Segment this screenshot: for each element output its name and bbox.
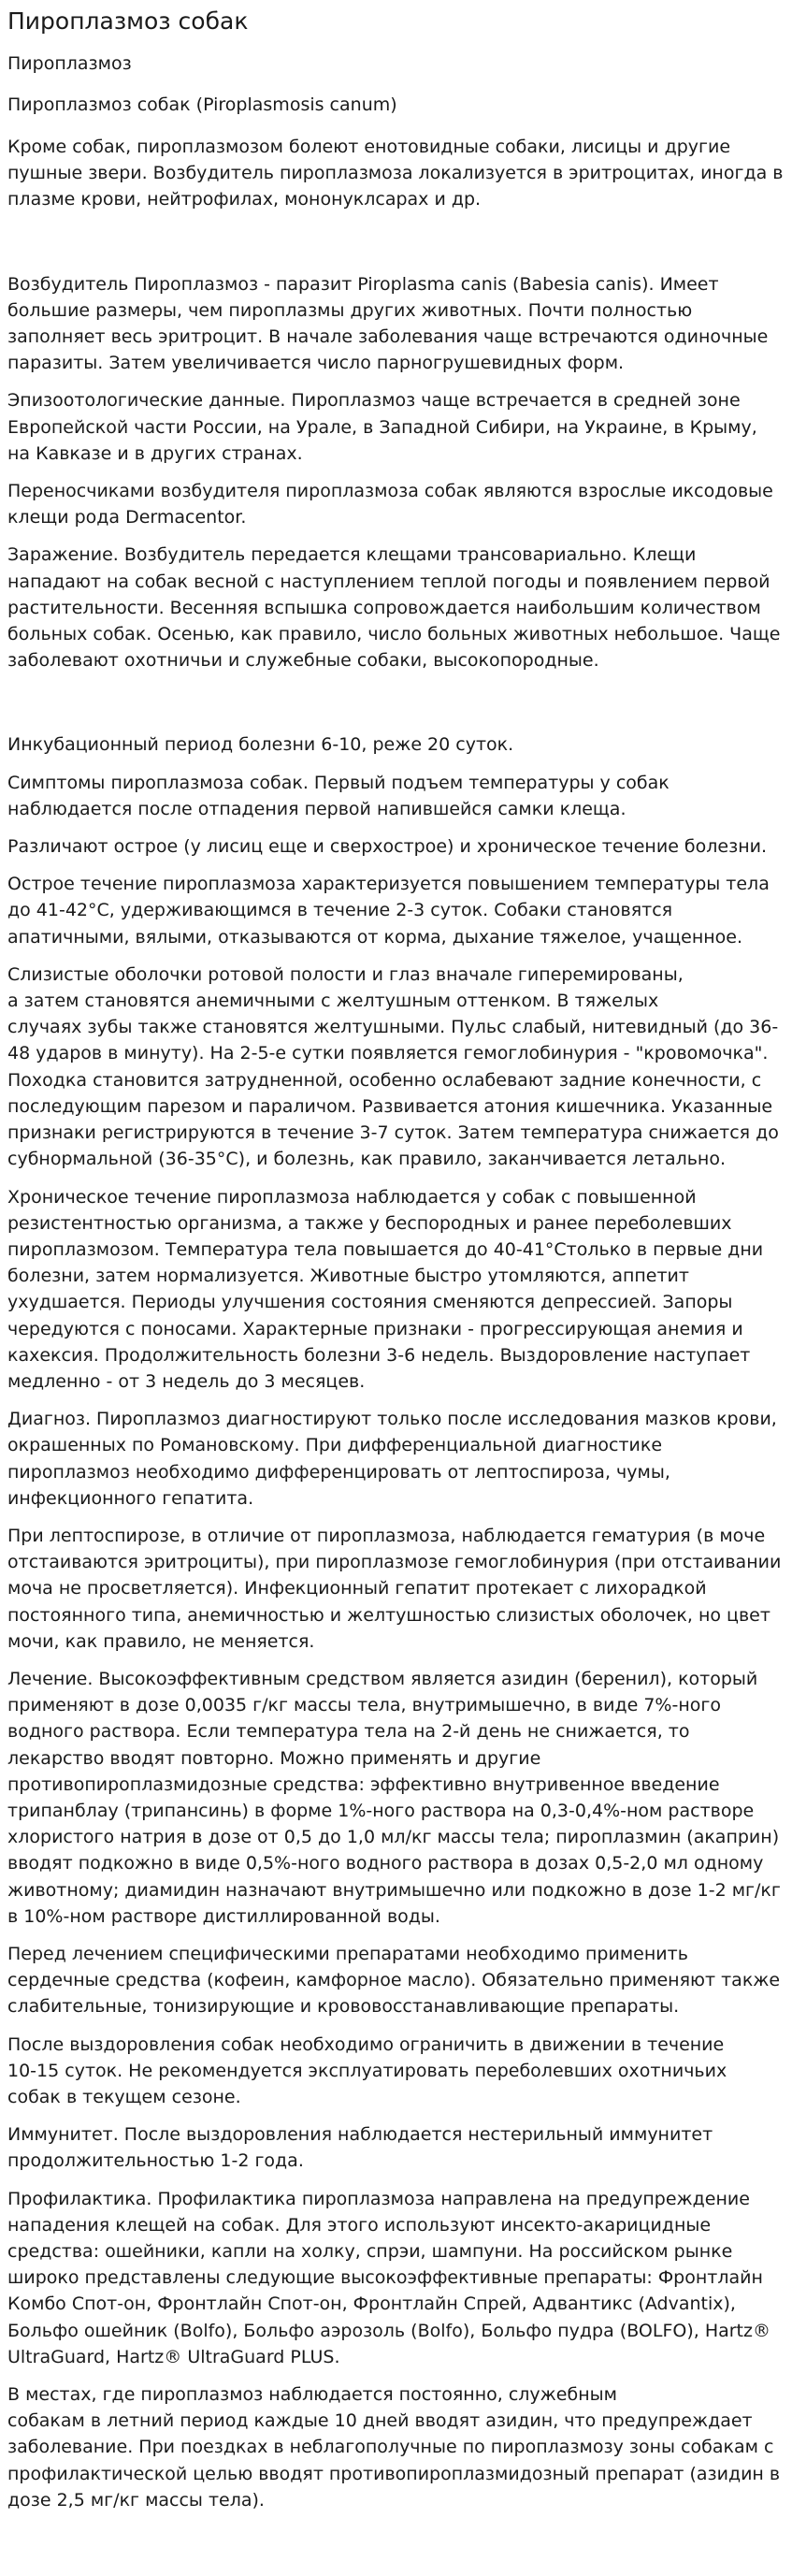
paragraph-recovery: После выздоровления собак необходимо ограничить в движении в течение 10-15 суток. Не рекомендуется эксплуатировать переболевших охотничьих собак в текущем сезоне. [7,2033,727,2107]
paragraph-treatment: Лечение. Высокоэффективным средством является азидин (беренил), который применяют в дозе 0,0035 г/кг массы тела, внутримышечно, в виде 7%-ного водного раствора. Если температура тела на 2-й день не снижается, то лекарство вводят повторно. Можно применять и другие противопироплазмидозные средства: эффективно внутривенное введение трипанблау (трипансинь) в форме 1%-ного раствора на 0,3-0,4%-ном растворе хлористого натрия в дозе от 0,5 до 1,0 мл/кг массы тела; пироплазмин (акаприн) вводят подкожно в виде 0,5%-ного водного раствора в дозах 0,5-2,0 мл одному животному; диамидин назначают внутримышечно или подкожно в дозе 1-2 мг/кг в 10%-ном растворе дистиллированной воды. [7,1668,781,1927]
paragraph-immunity: Иммунитет. После выздоровления наблюдается нестерильный иммунитет продолжительностью 1-2 года. [7,2124,713,2172]
paragraph-pathogen: Возбудитель Пироплазмоз - паразит Piroplasma canis (Babesia canis). Имеет большие размеры, чем пироплазмы других животных. Почти полностью заполняет весь эритроцит. В начале заболевания чаще встречаются одиночные паразиты. Затем увеличивается число парногрушевидных форм. [7,273,769,374]
paragraph-incubation: Инкубационный период болезни 6-10, реже 20 суток. [7,734,514,756]
paragraph-intro: Кроме собак, пироплазмозом болеют енотовидные собаки, лисицы и другие пушные звери. Возбудитель пироплазмоза локализуется в эритроцитах, иногда в плазме крови, нейтрофилах, мононуклсарах и др. [7,137,784,210]
paragraph-acute-signs: Слизистые оболочки ротовой полости и глаз вначале гиперемированы, а затем становятся анемичными с желтушным оттенком. В тяжелых случаях зубы также становятся желтушными. Пульс слабый, нитевидный (до 36-48 ударов в минуту). На 2-5-е сутки появляется гемоглобинурия - "кровомочка". Походка становится затрудненной, особенно ослабевают задние конечности, с последующим парезом и параличом. Развивается атония кишечника. Указанные признаки регистрируются в течение 3-7 суток. Затем температура снижается до субнормальной (36-35°С), и болезнь, как правило, заканчивается летально. [7,963,779,1170]
paragraph-prophylaxis: В местах, где пироплазмоз наблюдается постоянно, служебным собакам в летний период каждые 10 дней вводят азидин, что предупреждает заболевание. При поездках в неблагополучные по пироплазмозу зоны собакам с профилактической целью вводят противопироплазмидозный препарат (азидин в дозе 2,5 мг/кг массы тела). [7,2384,781,2511]
paragraph-symptoms: Симптомы пироплазмоза собак. Первый подъем температуры у собак наблюдается после отпадения первой напившейся самки клеща. [7,772,670,819]
paragraph-infection: Заражение. Возбудитель передается клещами трансовариально. Клещи нападают на собак весной с наступлением теплой погоды и появлением первой растительности. Весенняя вспышка сопровождается наибольшим количеством больных собак. Осенью, как правило, число больных животных небольшое. Чаще заболевают охотничьи и служебные собаки, высокопородные. [7,544,781,672]
article [0,7,792,2513]
paragraph-epizootology: Эпизоотологические данные. Пироплазмоз чаще встречается в средней зоне Европейской части России, на Урале, в Западной Сибири, на Украине, в Крыму, на Кавказе и в других странах. [7,390,757,464]
paragraph-acute-course: Острое течение пироплазмоза характеризуется повышением температуры тела до 41-42°С, удерживающимся в течение 2-3 суток. Собаки становятся апатичными, вялыми, отказываются от корма, дыхание тяжелое, учащенное. [7,874,770,948]
paragraph-diagnosis: Диагноз. Пироплазмоз диагностируют только после исследования мазков крови, окрашенных по Романовскому. При дифференциальной диагностике пироплазмоз необходимо дифференцировать от лептоспироза, чумы, инфекционного гепатита. [7,1409,777,1509]
paragraph-chronic-course: Хроническое течение пироплазмоза наблюдается у собак с повышенной резистентностью организма, а также у беспородных и ранее переболевших пироплазмозом. Температура тела повышается до 40-41°Столько в первые дни болезни, затем нормализуется. Животные быстро утомляются, аппетит ухудшается. Периоды улучшения состояния сменяются депрессией. Запоры чередуются с поносами. Характерные признаки - прогрессирующая анемия и кахексия. Продолжительность болезни 3-6 недель. Выздоровление наступает медленно - от 3 недель до 3 месяцев. [7,1186,764,1392]
paragraph-differential: При лептоспирозе, в отличие от пироплазмоза, наблюдается гематурия (в моче отстаиваются эритроциты), при пироплазмозе гемоглобинурия (при отстаивании моча не просветляется). Инфекционный гепатит протекает с лихорадкой постоянного типа, анемичностью и желтушностью слизистых оболочек, но цвет мочи, как правило, не меняется. [7,1525,782,1652]
paragraph-course-types: Различают острое (у лисиц еще и сверхострое) и хроническое течение болезни. [7,836,768,858]
paragraph-vectors: Переносчиками возбудителя пироплазмоза собак являются взрослые иксодовые клещи рода Dermacentor. [7,481,773,528]
paragraph-supportive-care: Перед лечением специфическими препаратами необходимо применить сердечные средства (кофеин, камфорное масло). Обязательно применяют также слабительные, тонизирующие и крововосстанавливающие препараты. [7,1943,781,2018]
article-heading: Пироплазмоз собак (Piroplasmosis canum) [7,94,397,115]
page-title: Пироплазмоз собак [7,7,249,35]
spacer [7,224,785,271]
article-subtitle: Пироплазмоз [7,53,132,74]
paragraph-prevention: Профилактика. Профилактика пироплазмоза направлена на предупреждение нападения клещей на собак. Для этого используют инсекто-акарицидные средства: ошейники, капли на холку, спрэи, шампуни. На российском рынке широко представлены следующие высокоэффективные препараты: Фронтлайн Комбо Спот-он, Фронтлайн Спот-он, Фронтлайн Спрей, Адвантикс (Advantix), Больфо ошейник (Bolfo), Больфо аэрозоль (Bolfo), Больфо пудра (BOLFO), Hartz® UltraGuard, Hartz® UltraGuard PLUS. [7,2188,770,2367]
spacer [7,685,785,731]
